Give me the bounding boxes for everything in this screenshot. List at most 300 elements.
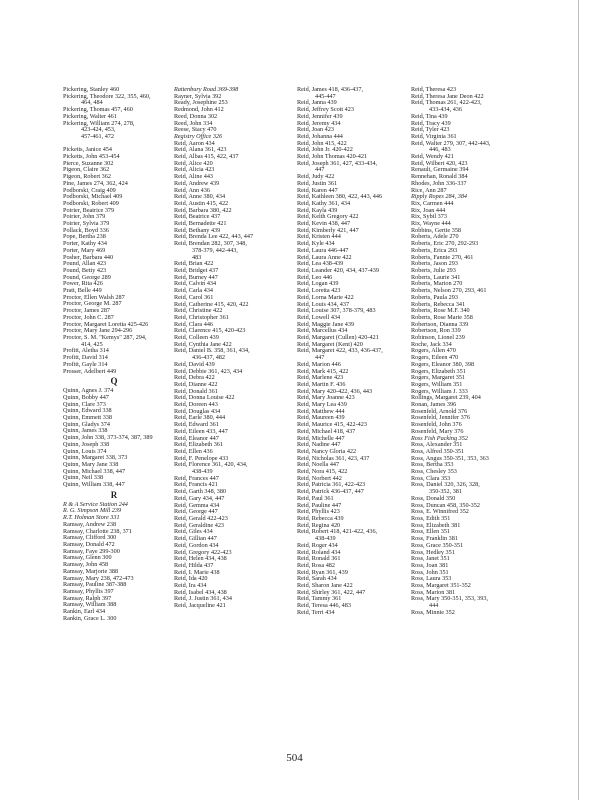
index-entry: Reid, Geraldine 423 [174, 521, 225, 529]
index-entry: Posher, Barbara 440 [63, 253, 114, 261]
index-entry: Reid, Loretta 423 [297, 287, 341, 295]
index-entry: Reid, Douglas 434 [174, 407, 221, 415]
index-entry: Rogers, Margaret 351 [411, 374, 466, 382]
index-entry: Reid, Rosa 482 [297, 561, 335, 569]
index-entry: Roberts, Rose M.F. 340 [411, 307, 470, 315]
index-entry: Reid, Roger 434 [297, 541, 338, 549]
index-entry: Reid, Ronald 361 [297, 555, 341, 563]
index-entry: Reid, Lowell 434 [297, 313, 341, 321]
index-entry: Quinn, Bobby 447 [63, 393, 109, 401]
index-entry: Porter, Mary 469 [63, 246, 106, 254]
index-entry: Reid, Roland 434 [297, 548, 341, 556]
index-entry: Ramsay, Mary 238, 472-473 [63, 574, 134, 582]
index-entry: Ross, Ellen 351 [411, 528, 451, 536]
index-entry: Reid, Paul 361 [297, 494, 334, 502]
index-entry: Reid, Edward 361 [174, 421, 219, 429]
index-entry: Roberts, Erica 293 [411, 246, 458, 254]
index-entry: Reid, Louis 434, 437 [297, 300, 350, 308]
index-entry: Rhodes, John 336-337 [411, 179, 467, 187]
index-entry: Ramsay, Andrew 238 [63, 520, 117, 528]
index-entry: Ross, Margaret 351-352 [411, 582, 471, 590]
index-column-4 [411, 87, 529, 617]
index-entry: Ross, Duncan 458, 350-352 [411, 501, 480, 509]
index-entry: Reid, Burney 447 [174, 273, 218, 281]
index-entry: Reid, Brendan 282, 307, 348, [174, 240, 247, 248]
index-entry: Reid, Laura 446-447 [297, 246, 349, 254]
index-entry: Pickering, Stanley 460 [63, 86, 120, 93]
index-entry: Poirier, Beatrice 379 [63, 206, 115, 214]
index-entry: Proctor, George M. 287 [63, 300, 122, 308]
index-entry: Ross, E. Winnifred 352 [411, 508, 469, 516]
index-entry: Reid, Gemma 434 [174, 501, 220, 509]
index-entry: Reid, Kristen 444 [297, 233, 341, 241]
index-entry: Ross Fish Packing 352 [411, 434, 468, 442]
index-entry: Reid, Maureen 439 [297, 414, 345, 422]
index-entry-continuation: 445-447 [315, 92, 336, 100]
index-entry: Reid, Brian 422 [174, 260, 214, 268]
index-entry: Ramsay, Faye 299-300 [63, 547, 120, 555]
index-entry: Power, Rita 426 [63, 280, 103, 288]
index-entry: Reid, Donald 361 [174, 387, 218, 395]
index-entry: Reid, Phyllis 423 [297, 508, 340, 516]
index-entry: Picketts, Janice 454 [63, 146, 112, 154]
index-entry: Reid, Nadine 447 [297, 441, 341, 449]
index-entry: Reid, Janna 439 [297, 99, 337, 107]
index-entry: Pickering, Theodore 322, 355, 460, [63, 92, 151, 100]
index-entry: Ross, Minnie 352 [411, 608, 455, 616]
index-entry: Ramsay, Glenn 300 [63, 554, 112, 562]
index-entry: Rix, Joan 444 [411, 206, 446, 214]
index-entry: Quinn, Michael 338, 447 [63, 467, 126, 475]
index-entry: Pound, George 289 [63, 273, 111, 281]
index-entry: Reid, Thomas 261, 422-423, [411, 99, 482, 107]
index-entry: Reid, Patrick 436-437, 447 [297, 488, 364, 496]
index-entry: Reid, Louise 307, 378-379, 483 [297, 307, 376, 315]
index-entry: Podborski, Craig 409 [63, 186, 116, 194]
index-entry: Reid, Mary Joanne 423 [297, 394, 355, 402]
index-entry: Ross, Donald 350 [411, 494, 456, 502]
index-entry: Ross, Clara 353 [411, 474, 451, 482]
index-entry: Reid, Beatrice 437 [174, 213, 221, 221]
index-entry: Reid, Matthew 444 [297, 407, 345, 415]
index-entry-continuation: 414, 425 [81, 340, 103, 348]
index-entry: Reid, Norbert 442 [297, 474, 342, 482]
index-entry: Rix, Sybil 373 [411, 213, 447, 221]
index-entry: Ross, Marion 381 [411, 588, 456, 596]
index-entry: Reid, Earle 380, 444 [174, 414, 226, 422]
index-entry: Reid, Walter 279, 307, 442-443, [411, 139, 491, 147]
index-entry-continuation: 447 [315, 354, 325, 362]
index-entry-continuation: 378-379, 442-443, [192, 246, 238, 254]
index-entry: Reid, Justin 361 [297, 179, 338, 187]
index-entry: Reid, Tracy 439 [411, 119, 451, 127]
index-entry: Reid, Logan 439 [297, 280, 339, 288]
index-entry: Reid, Kayla 439 [297, 206, 338, 214]
index-entry: Rollings, Margaret 239, 404 [411, 394, 481, 402]
index-entry-continuation: 447 [315, 166, 325, 174]
index-entry: Reid, Noella 447 [297, 461, 340, 469]
index-entry: Reid, Joan 423 [297, 126, 334, 134]
index-entry: Reid, I. Marie 438 [174, 568, 220, 576]
index-entry: Reid, Bernadette 421 [174, 220, 227, 228]
index-entry: Rogers, Eleanor 380, 398 [411, 360, 475, 368]
index-entry: Rix, Carmen 444 [411, 199, 454, 207]
index-entry: R & A Service Station 244 [63, 500, 128, 508]
index-entry: Reid, Anne 380, 434 [174, 193, 226, 201]
index-entry: Reid, Maggie Jane 439 [297, 320, 355, 328]
index-entry: Reid, Jacqueline 421 [174, 602, 226, 610]
index-entry: Reid, Kyle 434 [297, 240, 335, 248]
index-entry: Profitt, Gayle 314 [63, 360, 108, 368]
index-entry: Reid, Ida 420 [174, 575, 208, 583]
index-entry: Reid, Albas 415, 422, 437 [174, 153, 239, 161]
index-entry: Reid, Sharon Jane 422 [297, 582, 353, 590]
index-entry: Rice, Ann 287 [411, 186, 447, 194]
index-entry: Ramsay, Donald 472 [63, 540, 115, 548]
index-entry: Reid, Jeffrey Scott 423 [297, 106, 354, 114]
index-entry: Reid, Catherine 415, 420, 422 [174, 300, 249, 308]
index-entry: Reid, Marcellus 434 [297, 327, 348, 335]
index-entry: Reid, Gillian 447 [174, 535, 217, 543]
index-entry: Reid, Nicholas 361, 423, 437 [297, 454, 370, 462]
index-entry: Reid, Alicia 423 [174, 166, 215, 174]
index-entry: Rankin, Grace L. 300 [63, 614, 117, 622]
index-entry: Reid, Nancy Gloria 422 [297, 447, 357, 455]
index-entry: Reid, F. Penelope 433 [174, 454, 229, 462]
index-entry: Reid, Giles 434 [174, 528, 213, 536]
index-entry: Pierce, Suzanne 302 [63, 159, 114, 167]
index-entry: Reid, Gregory 422-423 [174, 548, 232, 556]
index-entry-continuation: 436-437, 482 [192, 354, 225, 362]
index-entry: Reid, Maurice 415, 422-423 [297, 421, 367, 429]
index-entry: Reid, Lea 438-439 [297, 260, 344, 268]
index-entry: Poirier, Sylvia 379 [63, 220, 110, 228]
index-entry: Rogers, William J. 333 [411, 387, 468, 395]
index-entry: Proctor, James 287 [63, 307, 111, 315]
index-entry: Reid, Alana 361, 423 [174, 146, 227, 154]
index-entry: Roberts, Julie 293 [411, 266, 456, 274]
index-entry: Reid, Garth 348, 380 [174, 488, 227, 496]
index-entry: Reid, Kathy 361, 434 [297, 199, 351, 207]
index-entry: Reid, Margaret (Kent) 420 [297, 340, 363, 348]
index-entry: R. G. Simpson Mill 239 [63, 507, 122, 515]
index-entry: Proctor, Margaret Loretta 425-426 [63, 320, 149, 328]
index-entry: Ross, Alfred 350-351 [411, 447, 465, 455]
index-entry: Redmond, John 412 [174, 106, 224, 114]
index-entry: Ripply Ropes 284, 384 [411, 193, 468, 201]
index-entry: Pickering, Walter 461 [63, 112, 117, 120]
index-entry: Reid, Kevin 438, 447 [297, 220, 351, 228]
index-entry-continuation: 423-424, 453, [81, 126, 116, 134]
index-entry: Rosenfeld, Mary 376 [411, 427, 464, 435]
index-entry: R.T. Holman Store 331 [63, 514, 120, 522]
index-entry: Reid, Jeremy 434 [297, 119, 341, 127]
index-entry: Quinn, Gladys 374 [63, 420, 110, 428]
index-entry: Roberts, Adele 270 [411, 233, 459, 241]
index-entry: Reid, Pauline 447 [297, 501, 342, 509]
index-entry: Reid, Margaret 422, 433, 436-437, [297, 347, 383, 355]
index-entry: Ronan, James 396 [411, 401, 457, 409]
index-entry: Rogers, William 351 [411, 380, 463, 388]
index-entry: Ross, Daniel 320, 326, 328, [411, 481, 480, 489]
index-entry: Reid, Michelle 447 [297, 434, 345, 442]
index-entry: Roberts, Marion 270 [411, 280, 463, 288]
index-entry: Reid, Wilbert 420, 423 [411, 159, 468, 167]
index-entry: Reid, Judy 422 [297, 173, 335, 181]
index-entry: Reid, Christopher 361 [174, 313, 229, 321]
index-entry: Reid, Aline 443 [174, 173, 214, 181]
index-entry: Reid, Brenda Lee 422, 443, 447 [174, 233, 254, 241]
index-entry: Reid, Calvin 434 [174, 280, 217, 288]
index-entry: Ross, Bertha 353 [411, 461, 454, 469]
index-entry: Pigeon, Claire 362 [63, 166, 110, 174]
index-entry: Reid, Cynthia Jane 422 [174, 340, 232, 348]
index-entry: Robertson, Ron 339 [411, 327, 461, 335]
index-entry: Ross, Edith 351 [411, 515, 451, 522]
index-entry-continuation: 483 [192, 253, 202, 261]
index-entry: Ramsay, Charlotte 238, 371 [63, 527, 132, 535]
index-entry: Rogers, Eileen 470 [411, 354, 459, 362]
index-entry: Ramsay, John 458 [63, 561, 109, 569]
index-entry: Pound, Betty 423 [63, 266, 107, 274]
index-entry: Roberts, Eric 270, 292-293 [411, 240, 479, 248]
index-entry: Rankin, Earl 434 [63, 608, 106, 616]
index-entry: Reid, Daniel B. 358, 361, 434, [174, 347, 250, 355]
index-entry: Reid, Theresa 423 [411, 86, 457, 93]
index-entry: Reid, Margaret (Cullen) 420-421 [297, 334, 379, 342]
index-entry: Profitt, Aletha 314 [63, 347, 109, 355]
index-entry: Quinn, Emmett 338 [63, 414, 112, 422]
index-entry-continuation: 438-439 [192, 468, 213, 476]
index-entry: Roberts, Paula 293 [411, 293, 458, 301]
index-entry: Ramsay, Clifford 300 [63, 534, 117, 542]
index-entry: Ross, John 351 [411, 568, 449, 576]
index-entry: Pine, James 274, 362, 424 [63, 179, 128, 187]
index-entry: Roberts, Laurie 341 [411, 273, 461, 281]
index-entry: Reid, Ann 436 [174, 186, 210, 194]
index-entry: Roberts, Rebecca 341 [411, 300, 466, 308]
index-entry: Reid, Keith Gregory 422 [297, 213, 359, 221]
index-entry: Reid, Teresa 446, 483 [297, 602, 351, 610]
index-entry: Reid, Virginia 361 [411, 132, 457, 140]
index-entry: Quinn, Mary Jane 338 [63, 460, 119, 468]
index-entry: Reid, John Jr. 420-422 [297, 146, 353, 154]
index-entry: Podborski, Robert 409 [63, 199, 119, 207]
index-entry: Quinn, William 338, 447 [63, 481, 125, 489]
index-entry: Quinn, John 338, 373-374, 387, 389 [63, 434, 153, 442]
index-entry-continuation: 446, 483 [429, 146, 451, 154]
index-entry: Proctor, Ellen Walsh 287 [63, 293, 125, 301]
index-entry: Reid, Mark 415, 422 [297, 367, 349, 375]
index-entry: Ross, Mary 350-351, 353, 393, [411, 595, 488, 603]
index-entry: Rennehan, Ronald 384 [411, 173, 468, 181]
index-entry: Ross, Alexander 351 [411, 441, 463, 449]
index-entry: Renault, Germaine 394 [411, 166, 469, 174]
index-entry: Reid, Austin 415, 422 [174, 199, 229, 207]
index-entry: Reed, John 334 [174, 119, 213, 127]
index-entry: Reid, Tammy 361 [297, 595, 342, 603]
index-entry: Rix, Wayne 444 [411, 220, 451, 228]
index-entry: Reid, Joseph 361, 427, 433-434, [297, 159, 378, 167]
index-entry: Pollack, Boyd 336 [63, 226, 109, 234]
index-entry: Reid, Carol 361 [174, 293, 214, 301]
index-entry: Reid, Mary Lea 439 [297, 401, 347, 409]
index-entry: Ross, Elizabeth 381 [411, 521, 461, 529]
index-entry: Reid, Regina 420 [297, 521, 341, 529]
index-entry: Quinn, Clare 373 [63, 400, 106, 408]
index-entry: Rayner, Sylvia 392 [174, 92, 222, 100]
index-entry: Reid, Isabel 434, 438 [174, 588, 227, 596]
index-entry-continuation: 438-439 [315, 535, 336, 543]
index-entry: Reid, Helen 434, 438 [174, 555, 227, 563]
index-entry: Reid, Eileen 433, 447 [174, 427, 228, 435]
index-entry-continuation: 350-352, 381 [429, 488, 462, 496]
index-entry-continuation: 433-434, 436 [429, 106, 462, 114]
index-entry: Reid, Lorna Marie 422 [297, 293, 354, 301]
index-entry: Reid, Colleen 439 [174, 334, 219, 342]
index-entry: Pigeon, Robert 362 [63, 173, 111, 181]
index-entry: Ramsay, Ralph 397 [63, 594, 112, 602]
index-entry: Robbins, Gertie 358 [411, 226, 462, 234]
index-entry: Rosenfeld, Arnold 376 [411, 407, 468, 415]
index-entry: Reid, Hilda 437 [174, 561, 214, 569]
index-entry: Reid, Gordon 434 [174, 541, 219, 549]
index-entry: Ross, Janet 351 [411, 555, 450, 563]
index-entry: Reid, J. Justin 361, 434 [174, 595, 232, 603]
index-entry: Reid, Doreen 443 [174, 401, 218, 409]
index-entry: Reid, Laura Anne 422 [297, 253, 352, 261]
index-entry: Porter, Kathy 434 [63, 240, 107, 248]
index-entry: Quinn, Edward 338 [63, 407, 112, 415]
index-entry: Ross, Hedley 351 [411, 548, 455, 556]
index-entry: Reid, Christine 422 [174, 307, 223, 315]
index-entry: Pound, Allan 423 [63, 260, 107, 268]
index-entry: Reid, Shirley 361, 422, 447 [297, 588, 366, 596]
index-entry: Robertson, Dianna 339 [411, 320, 469, 328]
index-entry: Ross, Laura 353 [411, 575, 452, 583]
index-entry: Reid, Patricia 361, 422-423 [297, 481, 366, 489]
index-entry: Proctor, S. M. "Kemys" 287, 294, [63, 334, 147, 341]
index-entry: Reid, Gary 434, 447 [174, 494, 225, 502]
index-entry: Reid, Clara 446 [174, 320, 214, 328]
index-entry: Rattenbury Road 369-398 [174, 86, 239, 93]
index-entry: Rogers, Allen 470 [411, 347, 456, 355]
index-entry: Reid, Kimberly 421, 447 [297, 226, 359, 234]
index-entry: Registry Office 326 [174, 132, 223, 140]
index-entry-continuation: 457-461, 472 [81, 132, 114, 140]
index-entry: Rosenfeld, John 376 [411, 421, 462, 429]
index-entry: Ross, Grace 350-351 [411, 541, 464, 549]
index-entry: Quinn, James 338 [63, 427, 108, 435]
index-entry: Pickering, William 274, 278, [63, 119, 135, 127]
index-entry: Ross, Angus 350-351, 353, 363 [411, 454, 489, 462]
section-letter-heading: Q [110, 376, 118, 387]
index-entry: Reid, Marion 446 [297, 360, 341, 368]
index-entry: Reid, John Thomas 420-421 [297, 153, 368, 161]
index-entry: Roberts, Fannie 270, 461 [411, 253, 474, 261]
index-entry: Reid, Debra 422 [174, 374, 215, 382]
index-entry: Roberts, Nelson 270, 293, 461 [411, 287, 487, 295]
index-entry: Reid, Dianne 422 [174, 380, 218, 388]
index-entry: Reid, Michael 418, 437 [297, 427, 356, 435]
index-entry: Reid, Tyler 423 [411, 126, 450, 134]
index-entry: Roberts, Rose Marie 358 [411, 313, 473, 321]
index-entry: Ramsay, Phyllis 397 [63, 587, 114, 595]
index-entry: Ramsay, Pauline 387-388 [63, 581, 127, 589]
index-entry: Pickering, Thomas 457, 460 [63, 106, 133, 114]
index-entry: Reid, Robert 418, 421-422, 436, [297, 528, 378, 536]
index-entry-continuation: 444 [429, 602, 439, 610]
index-entry: Reese, Stacy 470 [174, 126, 217, 134]
index-entry: Reid, Ira 434 [174, 582, 207, 590]
index-column-1 [63, 87, 165, 622]
index-entry: Reid, Sarah 434 [297, 575, 337, 583]
section-letter-heading: R [110, 489, 118, 500]
index-entry: Reid, Barbara 380, 422 [174, 206, 232, 214]
index-entry: Reid, Johanna 444 [297, 132, 343, 140]
index-entry: Podborski, Michael 409 [63, 193, 123, 201]
index-entry: Quinn, Margaret 338, 373 [63, 454, 128, 462]
index-entry: Robinson, Lionel 239 [411, 334, 465, 342]
index-entry: Pope, Bertha 238 [63, 233, 106, 241]
index-entry-continuation: 464, 484 [81, 99, 103, 107]
index-entry: Ramsay, Marjorie 388 [63, 567, 119, 575]
index-entry: Ready, Josephine 253 [174, 99, 228, 107]
index-entry: Reid, Wendy 421 [411, 153, 454, 161]
page-edge-line [578, 0, 579, 800]
index-entry: Reid, Nora 415, 422 [297, 468, 348, 476]
index-entry: Quinn, Neil 338 [63, 474, 104, 482]
index-entry: Reid, John 415, 422 [297, 139, 347, 147]
index-entry: Profitt, David 314 [63, 354, 108, 362]
index-entry: Reid, Karen 447 [297, 186, 338, 194]
index-entry: Reid, Carla 434 [174, 287, 214, 295]
index-entry: Reid, Kathleen 380, 422, 443, 446 [297, 193, 383, 201]
index-entry: Proctor, John C. 287 [63, 313, 114, 321]
index-entry: Reed, Donna 302 [174, 112, 218, 120]
index-entry: Reid, Donna Louise 422 [174, 394, 235, 402]
index-column-2 [174, 87, 292, 610]
index-entry: Reid, Rebecca 439 [297, 515, 344, 522]
index-entry: Reid, Terri 434 [297, 608, 335, 616]
index-entry: Quinn, Agnes J. 374 [63, 387, 114, 395]
index-entry: Reid, Debbie 361, 423, 434 [174, 367, 243, 375]
index-entry: Roche, Jack 334 [411, 340, 452, 348]
index-entry: Quinn, Louis 374 [63, 447, 107, 455]
index-entry: Reid, Marlene 423 [297, 374, 344, 382]
index-column-3 [297, 87, 409, 617]
index-entry: Reid, Theresa Jane Deon 422 [411, 92, 484, 100]
index-entry: Proctor, Mary Jane 294-296 [63, 327, 133, 335]
index-entry: Reid, Gerald 422-423 [174, 515, 228, 522]
index-entry: Reid, George 447 [174, 508, 218, 516]
index-entry: Reid, Bridget 437 [174, 266, 219, 274]
index-entry: Ross, Joan 381 [411, 561, 449, 569]
index-entry: Reid, Ellen 436 [174, 447, 213, 455]
index-entry: Reid, Ryan 361, 439 [297, 568, 348, 576]
index-entry: Reid, Francis 421 [174, 481, 218, 489]
index-entry: Pratt, Belle 449 [63, 287, 102, 295]
index-entry: Reid, Frances 447 [174, 474, 219, 482]
index-entry: Reid, Elizabeth 361 [174, 441, 223, 449]
index-entry: Reid, Mary 420-422, 436, 443 [297, 387, 373, 395]
index-entry: Reid, Andrew 439 [174, 179, 220, 187]
index-entry: Reid, Florence 361, 420, 434, [174, 461, 248, 469]
index-entry: Reid, Bethany 439 [174, 226, 221, 234]
index-entry: Rosenfeld, Jennifer 376 [411, 414, 470, 422]
index-entry: Reid, Martin F. 436 [297, 380, 346, 388]
index-entry: Reid, Aaron 434 [174, 139, 215, 147]
